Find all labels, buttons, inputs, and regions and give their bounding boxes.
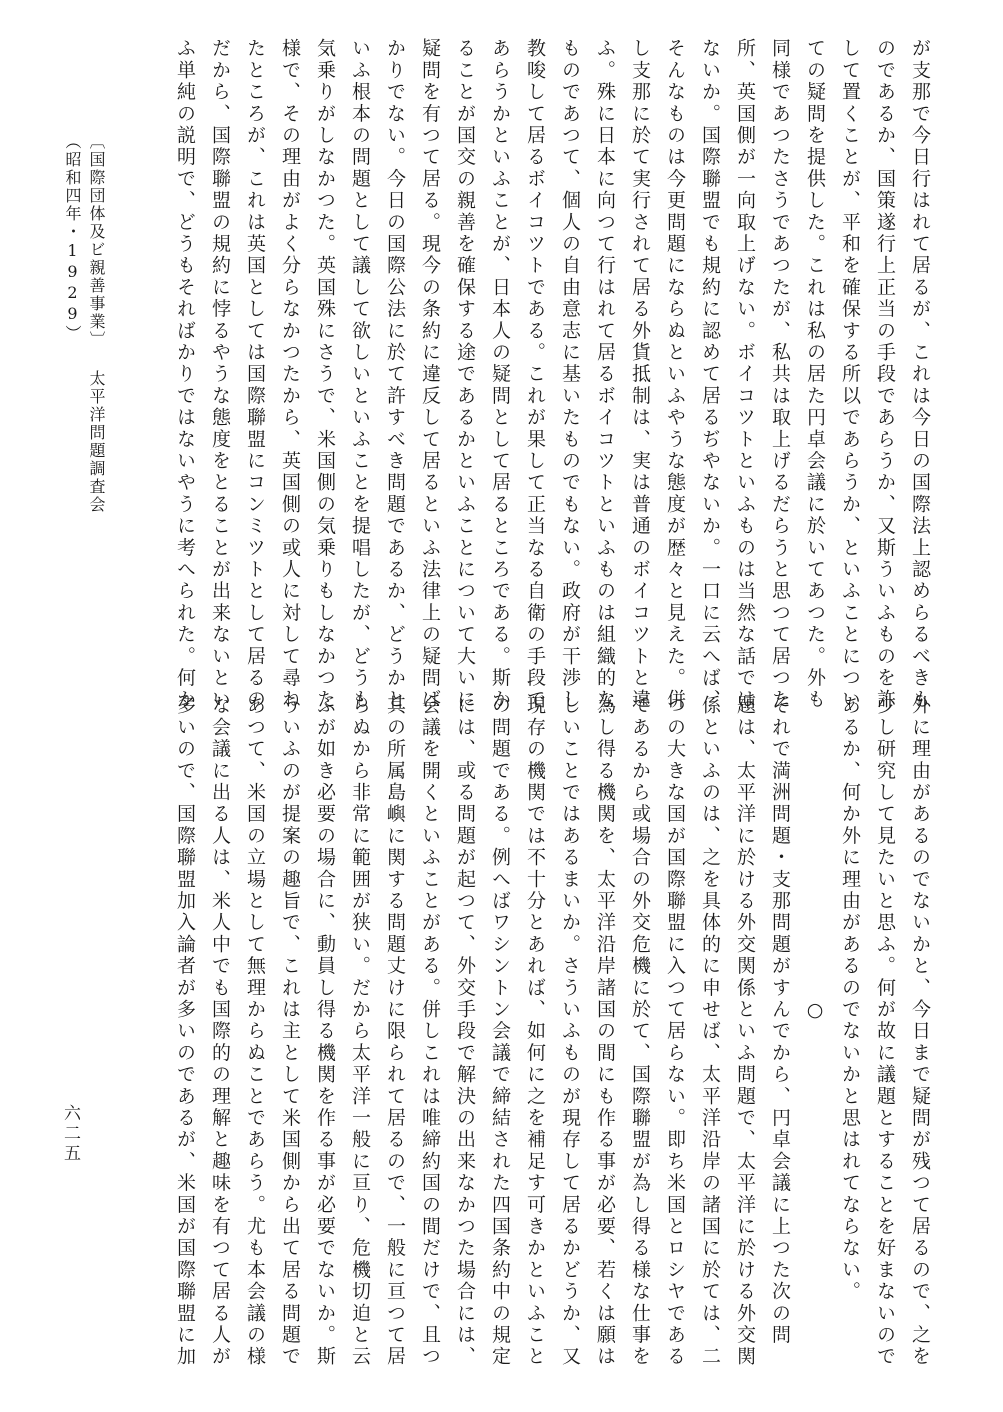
text-column: だから、国際聯盟の規約に悖るやうな態度をとることが出来ないとい (209, 38, 231, 711)
source-footer (60, 133, 108, 693)
text-column: ての疑問を提供した。これは私の居た円卓会議に於いてあつた。外も (804, 38, 826, 711)
lower-text-block (167, 695, 937, 1368)
text-column: たところが、これは英国としては国際聯盟にコンミツトとして居るの (244, 38, 266, 711)
text-column: 教唆して居るボイコツトである。これが果して正当なる自衛の手段で (524, 38, 546, 711)
text-column: であるから或場合の外交危機に於て、国際聯盟が為し得る様な仕事を (629, 695, 651, 1368)
text-column: 気乗りがしなかつた。英国殊にさうで、米国側の気乗りもしなかつた (314, 38, 336, 711)
text-column: ふ単純の説明で、どうもそればかりではないやうに考へられた。何か (174, 38, 196, 711)
text-column: 題は、太平洋に於ける外交関係といふ問題で、太平洋に於ける外交関 (734, 695, 756, 1368)
text-column: あらうかといふことが、日本人の疑問として居るところである。斯か (489, 38, 511, 711)
text-column: のであるか、国策遂行上正当の手段であらうか、又斯ういふものを許 (874, 38, 896, 711)
text-column: つの大きな国が国際聯盟に入つて居らない。即ち米国とロシヤである (664, 695, 686, 1368)
page-number: 六二五 (60, 1104, 80, 1164)
footer-year: （昭和四年・1929） (63, 133, 82, 343)
text-column: あるか、何か外に理由があるのでないかと思はれてならない。 (839, 695, 861, 1303)
text-column: ういふのが提案の趣旨で、これは主として米国側から出て居る問題で (279, 695, 301, 1368)
footer-organization: 太平洋問題調査会 (87, 370, 106, 514)
text-column: あつて、米国の立場として無理からぬことであらう。尤も本会議の様 (244, 695, 266, 1368)
footer-source: 〔国際団体及ビ親善事業〕 (87, 133, 106, 349)
text-column: には、或る問題が起つて、外交手段で解決の出来なかつた場合には、 (454, 695, 476, 1368)
text-column: し支那に於て実行されて居る外貨抵制は、実は普通のボイコツトと違 (629, 38, 651, 711)
text-column: そんなものは今更問題にならぬといふやうな態度が歴々と見えた。併 (664, 38, 686, 711)
text-column: かりでない。今日の国際公法に於て許すべき問題であるか、どうかと (384, 38, 406, 711)
text-column: 現存の機関では不十分とあれば、如何に之を補足す可きかといふこと (524, 695, 546, 1368)
text-column: それで満洲問題・支那問題がすんでから、円卓会議に上つた次の問 (769, 695, 791, 1346)
text-column: 為し得る機関を、太平洋沿岸諸国の間にも作る事が必要、若くは願は (594, 695, 616, 1368)
text-column: ふ。殊に日本に向つて行はれて居るボイコツトといふものは組織的な (594, 38, 616, 711)
text-column: しいことではあるまいか。さういふものが現存して居るかどうか、又 (559, 695, 581, 1368)
text-column: な会議に出る人は、米人中でも国際的の理解と趣味を有つて居る人が (209, 695, 231, 1368)
text-column: ふが如き必要の場合に、動員し得る機関を作る事が必要でないか。斯 (314, 695, 336, 1368)
text-column: ることが国交の親善を確保する途であるかといふことについて大いに (454, 38, 476, 711)
text-column: らぬから非常に範囲が狭い。だから太平洋一般に亘り、危機切迫と云 (349, 695, 371, 1368)
text-column: 多いので、国際聯盟加入論者が多いのであるが、米国が国際聯盟に加 (174, 695, 196, 1368)
text-column: 疑問を有つて居る。現今の条約に違反して居るといふ法律上の疑問ば (419, 38, 441, 711)
text-column: 様で、その理由がよく分らなかつたから、英国側の或人に対して尋ね (279, 38, 301, 711)
section-separator-mark: ○ (804, 998, 826, 1024)
text-column: いふ根本の問題として議して欲しいといふことを提唱したが、どうも (349, 38, 371, 711)
text-column: 同様であつたさうであつたが、私共は取上げるだらうと思つて居つた (769, 38, 791, 711)
upper-text-block (167, 38, 937, 711)
text-column: が支那で今日行はれて居るが、これは今日の国際法上認めらるべきも (909, 38, 931, 711)
text-column: 係といふのは、之を具体的に申せば、太平洋沿岸の諸国に於ては、二 (699, 695, 721, 1368)
text-column: ものであつて、個人の自由意志に基いたものでもない。政府が干渉し (559, 38, 581, 711)
text-column: ないか。国際聯盟でも規約に認めて居るぢやないか。一口に云へば、 (699, 38, 721, 711)
text-column: 会議を開くといふことがある。併しこれは唯締約国の間だけで、且つ (419, 695, 441, 1368)
text-column: の問題である。例へばワシントン会議で締結された四国条約中の規定 (489, 695, 511, 1368)
text-column: して置くことが、平和を確保する所以であらうか、といふことについ (839, 38, 861, 711)
text-column: 其の所属島嶼に関する問題丈けに限られて居るので、一般に亘つて居 (384, 695, 406, 1368)
text-column: 少し研究して見たいと思ふ。何が故に議題とすることを好まないので (874, 695, 896, 1368)
text-column: 外に理由があるのでないかと、今日まで疑問が残つて居るので、之を (909, 695, 931, 1368)
text-column: 所、英国側が一向取上げない。ボイコツトといふものは当然な話では (734, 38, 756, 711)
